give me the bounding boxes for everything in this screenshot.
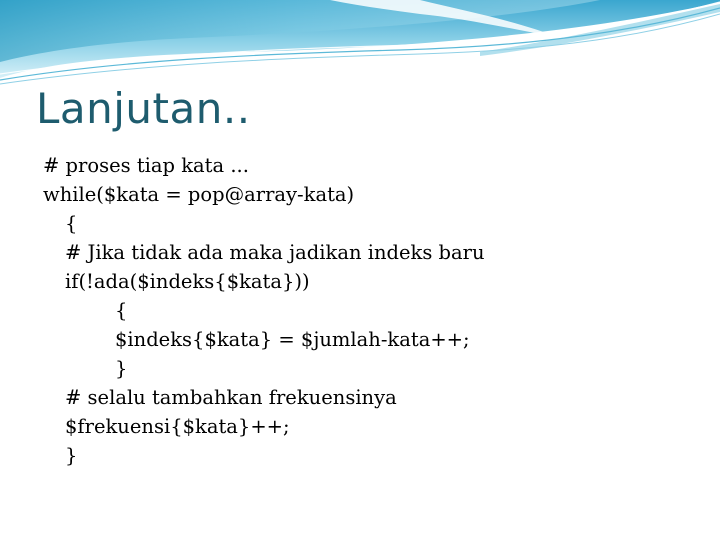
code-line-close-brace: } — [65, 444, 78, 467]
code-line-inner-open-brace: { — [115, 299, 128, 322]
code-line-if: if(!ada($indeks{$kata})) — [65, 270, 310, 293]
code-line-comment-process: # proses tiap kata ... — [43, 154, 249, 177]
code-line-comment-new-index: # Jika tidak ada maka jadikan indeks baru — [65, 241, 485, 264]
code-line-while: while($kata = pop@array-kata) — [43, 183, 355, 206]
slide-title: Lanjutan.. — [36, 84, 251, 133]
code-line-open-brace: { — [65, 212, 78, 235]
code-line-comment-frequency: # selalu tambahkan frekuensinya — [65, 386, 397, 409]
code-line-inner-close-brace: } — [115, 357, 128, 380]
code-line-increment-frequency: $frekuensi{$kata}++; — [65, 415, 290, 438]
code-line-assign-index: $indeks{$kata} = $jumlah-kata++; — [115, 328, 470, 351]
